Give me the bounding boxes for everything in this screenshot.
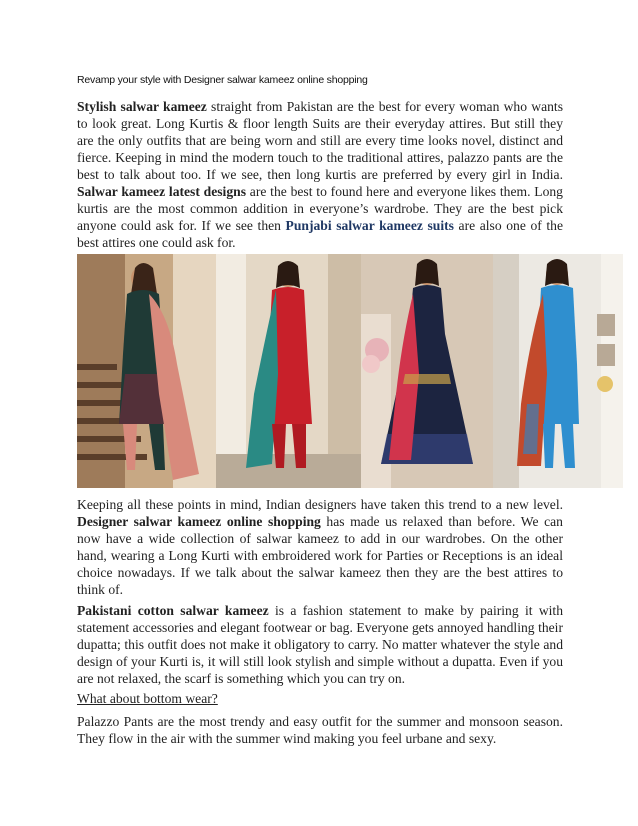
product-photo-strip [77,254,623,488]
photo-blue-suit-floral-dupatta [493,254,623,488]
paragraph-pakistani-cotton [77,602,563,687]
bold-designer-salwar-kameez: Designer salwar kameez online shopping [77,514,321,529]
bold-salwar-kameez-latest-designs: Salwar kameez latest designs [77,184,246,199]
paragraph-pakistani-cotton-text: is a fashion statement to make by pairing it with statement accessories and elegant footwear or bag. Everyone gets annoyed handling their dupatta; this outfit does not make it obligatory to carry. No matter whatever the style and design of your Kurti is, it will still look stylish and simple without a dupatta. Even if you are not relaxed, the scarf is something which you can try on. [77,603,563,686]
paragraph-intro [77,98,563,251]
photo-green-suit-peach-dupatta [77,254,216,488]
photo-red-suit-teal-dupatta [216,254,361,488]
paragraph-designers [77,496,563,598]
paragraph-intro-text-2: are the best to found here and everyone likes them. Long kurtis are the most common addition in everyone’s wardrobe. They are the best pick anyone could ask for. If we see then [77,184,563,233]
paragraph-intro-text-3: are also one of the best attires one could ask for. [77,218,563,250]
paragraph-designers-text-2: has made us relaxed than before. We can now have a wide collection of salwar kameez to add in our wardrobes. On the other hand, wearing a Long Kurti with embroidered work for Parties or Receptions is an ideal choice nowadays. If we talk about the salwar kameez then they are the best attires to think of. [77,514,563,597]
paragraph-intro-text-1: straight from Pakistan are the best for every woman who wants to look great. Long Kurtis & floor length Suits are their everyday attires. But still they are the only outfits that are being worn and still are every time looks novel, distinct and fierce. Keeping in mind the modern touch to the traditional attires, palazzo pants are the best to talk about too. If we see, then long kurtis are preferred by every girl in India. [77,99,563,182]
paragraph-palazzo-pants: Palazzo Pants are the most trendy and easy outfit for the summer and monsoon season. They flow in the air with the summer wind making you feel urbane and sexy. [77,714,563,746]
bold-stylish-salwar-kameez: Stylish salwar kameez [77,99,207,114]
bold-pakistani-cotton-salwar-kameez: Pakistani cotton salwar kameez [77,603,269,618]
heading-bottom-wear: What about bottom wear? [77,691,218,706]
paragraph-designers-text-1: Keeping all these points in mind, Indian designers have taken this trend to a new level. [77,497,563,512]
photo-navy-anarkali [361,254,493,488]
link-punjabi-salwar-kameez-suits[interactable]: Punjabi salwar kameez suits [285,218,454,233]
document-title: Revamp your style with Designer salwar kameez online shopping [77,74,368,86]
